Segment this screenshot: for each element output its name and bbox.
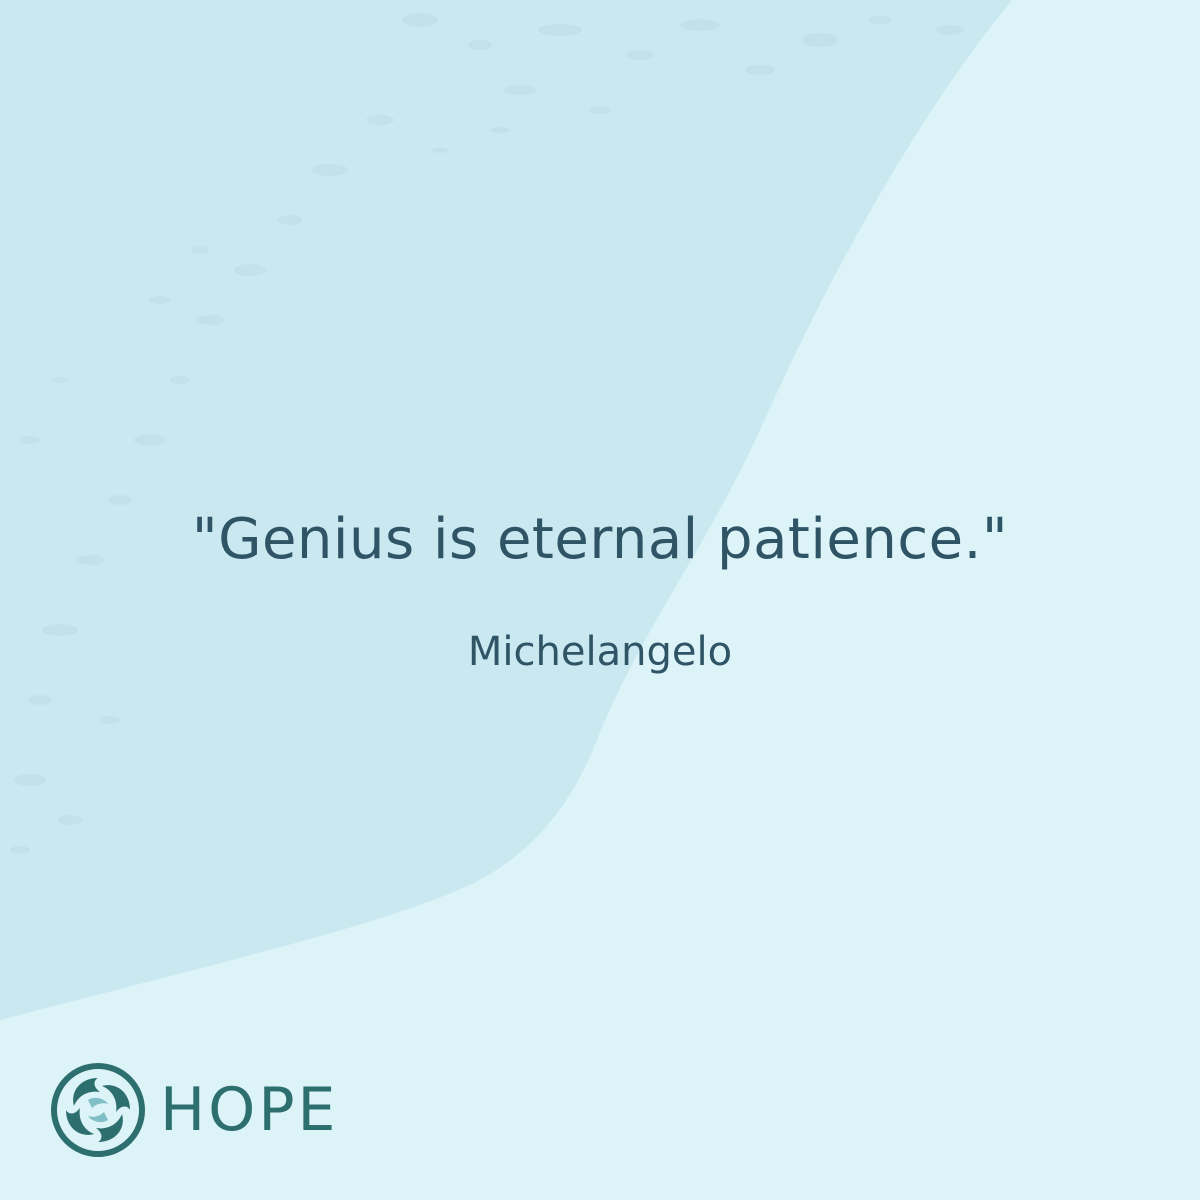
brand-logo — [48, 1060, 338, 1160]
swirl-circle-icon — [48, 1060, 148, 1160]
brand-name: HOPE — [160, 1075, 339, 1145]
quote-author: Michelangelo — [467, 629, 733, 675]
quote-text: "Genius is eternal patience." — [191, 507, 1009, 572]
